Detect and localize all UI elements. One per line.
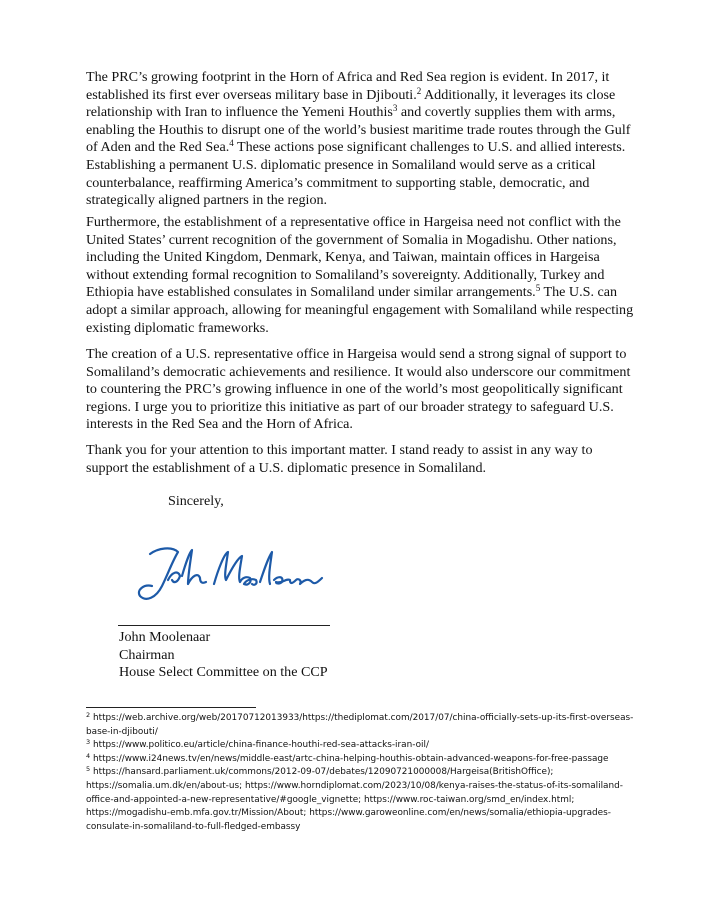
line-text: Somaliland’s democratic achievements and resilience. It would also underscore our commitment xyxy=(86,363,631,380)
footnote-separator xyxy=(86,707,256,708)
paragraph-line xyxy=(86,122,646,140)
footnote-link[interactable]: https://www.politico.eu/article/china-finance-houthi-red-sea-attacks-iran-oil/ xyxy=(92,740,429,751)
line-text: to countering the PRC’s growing influence in one of the world’s most geopolitically significant xyxy=(86,381,623,398)
paragraph-line xyxy=(86,232,646,250)
paragraph-line xyxy=(86,69,646,87)
footnote-line xyxy=(86,807,646,821)
line-text: The PRC’s growing footprint in the Horn of Africa and Red Sea region is evident. In 2017, it xyxy=(86,69,610,85)
paragraph-line xyxy=(86,346,646,364)
paragraph-line xyxy=(86,157,646,175)
footnote-ref: 4 xyxy=(229,138,234,149)
paragraph-line xyxy=(86,320,646,338)
signer-title: Chairman xyxy=(119,646,175,663)
footnote-number: 2 xyxy=(86,711,91,719)
footnote-line xyxy=(86,780,646,794)
letter-paragraph-2 xyxy=(86,214,646,337)
footnotes xyxy=(86,712,646,834)
paragraph-line xyxy=(86,87,646,105)
paragraph-line xyxy=(86,104,646,122)
line-text: Additionally, it leverages its close xyxy=(421,86,616,103)
footnote-number: 4 xyxy=(86,751,91,760)
line-text: relationship with Iran to influence the Yemeni Houthis xyxy=(86,104,393,121)
signature-block xyxy=(119,629,328,682)
signer-organization: House Select Committee on the CCP xyxy=(119,664,328,681)
footnote-link[interactable]: https://somalia.um.dk/en/about-us; https://www.horndiplomat.com/2023/10/08/kenya-raises-the-status-of-its-somaliland- xyxy=(86,780,623,791)
footnote-line xyxy=(86,753,646,767)
footnote-link[interactable]: consulate-in-somaliland-to-full-fledged-embassy xyxy=(86,821,301,832)
handwritten-signature xyxy=(128,540,328,610)
paragraph-line xyxy=(86,214,646,232)
footnote-line xyxy=(86,739,646,753)
paragraph-line xyxy=(86,192,646,210)
line-text: of Aden and the Red Sea. xyxy=(86,139,230,156)
paragraph-line xyxy=(86,399,646,417)
paragraph-line xyxy=(86,381,646,399)
footnote-link[interactable]: https://www.i24news.tv/en/news/middle-east/artc-china-helping-houthis-obtain-advanced-weapons-for-free-passage xyxy=(92,753,609,764)
letter-paragraph-1 xyxy=(86,69,646,210)
line-text: The U.S. can xyxy=(540,284,618,301)
footnote-link[interactable]: office-and-appointed-a-new-representative/#google_vignette; https://www.roc-taiwan.org/smd_en/index.html; xyxy=(86,794,575,805)
line-text: counterbalance, reaffirming America’s commitment to supporting stable, democratic, and xyxy=(86,174,590,191)
line-text: existing diplomatic frameworks. xyxy=(86,319,269,336)
line-text: Thank you for your attention to this important matter. I stand ready to assist in any way to xyxy=(86,442,593,458)
paragraph-line xyxy=(86,284,646,302)
line-text: without extending formal recognition to Somaliland’s sovereignty. Additionally, Turkey and xyxy=(86,266,605,283)
paragraph-line xyxy=(86,175,646,193)
paragraph-line xyxy=(86,364,646,382)
footnote-number: 5 xyxy=(86,765,91,774)
paragraph-line xyxy=(86,460,646,478)
line-text: United States’ current recognition of the government of Somalia in Mogadishu. Other nations, xyxy=(86,231,617,248)
footnote-link[interactable]: https://hansard.parliament.uk/commons/2012-09-07/debates/12090721000008/Hargeisa(BritishOffice); xyxy=(92,767,554,778)
paragraph-line xyxy=(86,302,646,320)
line-text: The creation of a U.S. representative office in Hargeisa would send a strong signal of support to xyxy=(86,346,627,362)
line-text: established its first ever overseas military base in Djibouti. xyxy=(86,86,417,103)
line-text: support the establishment of a U.S. diplomatic presence in Somaliland. xyxy=(86,459,487,476)
footnote-link[interactable]: https://web.archive.org/web/20170712013933/https://thediplomat.com/2017/07/china-officially-sets-up-its-first-overseas- xyxy=(92,713,634,723)
footnote-ref: 3 xyxy=(392,103,398,114)
footnote-line xyxy=(86,821,646,835)
line-text: regions. I urge you to prioritize this initiative as part of our broader strategy to safeguard U.S. xyxy=(86,398,614,415)
line-text: including the United Kingdom, Denmark, Kenya, and Taiwan, maintain offices in Hargeisa xyxy=(86,249,600,266)
letter-paragraph-4 xyxy=(86,442,646,477)
line-text: These actions pose significant challenges to U.S. and allied interests. xyxy=(233,139,626,156)
signer-name: John Moolenaar xyxy=(119,629,211,645)
footnote-link[interactable]: base-in-djibouti/ xyxy=(86,726,158,737)
closing: Sincerely, xyxy=(168,493,224,509)
footnote-number: 3 xyxy=(86,738,91,747)
footnote-line xyxy=(86,726,646,740)
line-text: Establishing a permanent U.S. diplomatic presence in Somaliland would serve as a critical xyxy=(86,156,596,173)
paragraph-line xyxy=(86,249,646,267)
letter-paragraph-3 xyxy=(86,346,646,434)
line-text: Furthermore, the establishment of a representative office in Hargeisa need not conflict with the xyxy=(86,214,621,230)
footnote-line xyxy=(86,794,646,808)
paragraph-line xyxy=(86,442,646,460)
line-text: enabling the Houthis to disrupt one of the world’s busiest maritime trade routes through the Gulf xyxy=(86,121,631,138)
line-text: interests in the Red Sea and the Horn of Africa. xyxy=(86,416,353,433)
line-text: adopt a similar approach, allowing for meaningful engagement with Somaliland while respecting xyxy=(86,301,634,318)
line-text: Ethiopia have established consulates in Somaliland under similar arrangements. xyxy=(86,284,536,301)
paragraph-line xyxy=(86,416,646,434)
footnote-line xyxy=(86,766,646,780)
footnote-link[interactable]: https://mogadishu-emb.mfa.gov.tr/Mission/About; https://www.garoweonline.com/en/news/somalia/ethiopia-upgrades- xyxy=(86,808,611,819)
signature-line xyxy=(118,625,330,626)
paragraph-line xyxy=(86,267,646,285)
line-text: and covertly supplies them with arms, xyxy=(397,104,616,121)
paragraph-line xyxy=(86,139,646,157)
line-text: strategically aligned partners in the region. xyxy=(86,192,328,209)
footnote-line xyxy=(86,712,646,726)
footnote-ref: 2 xyxy=(416,85,422,96)
footnote-ref: 5 xyxy=(535,283,541,294)
